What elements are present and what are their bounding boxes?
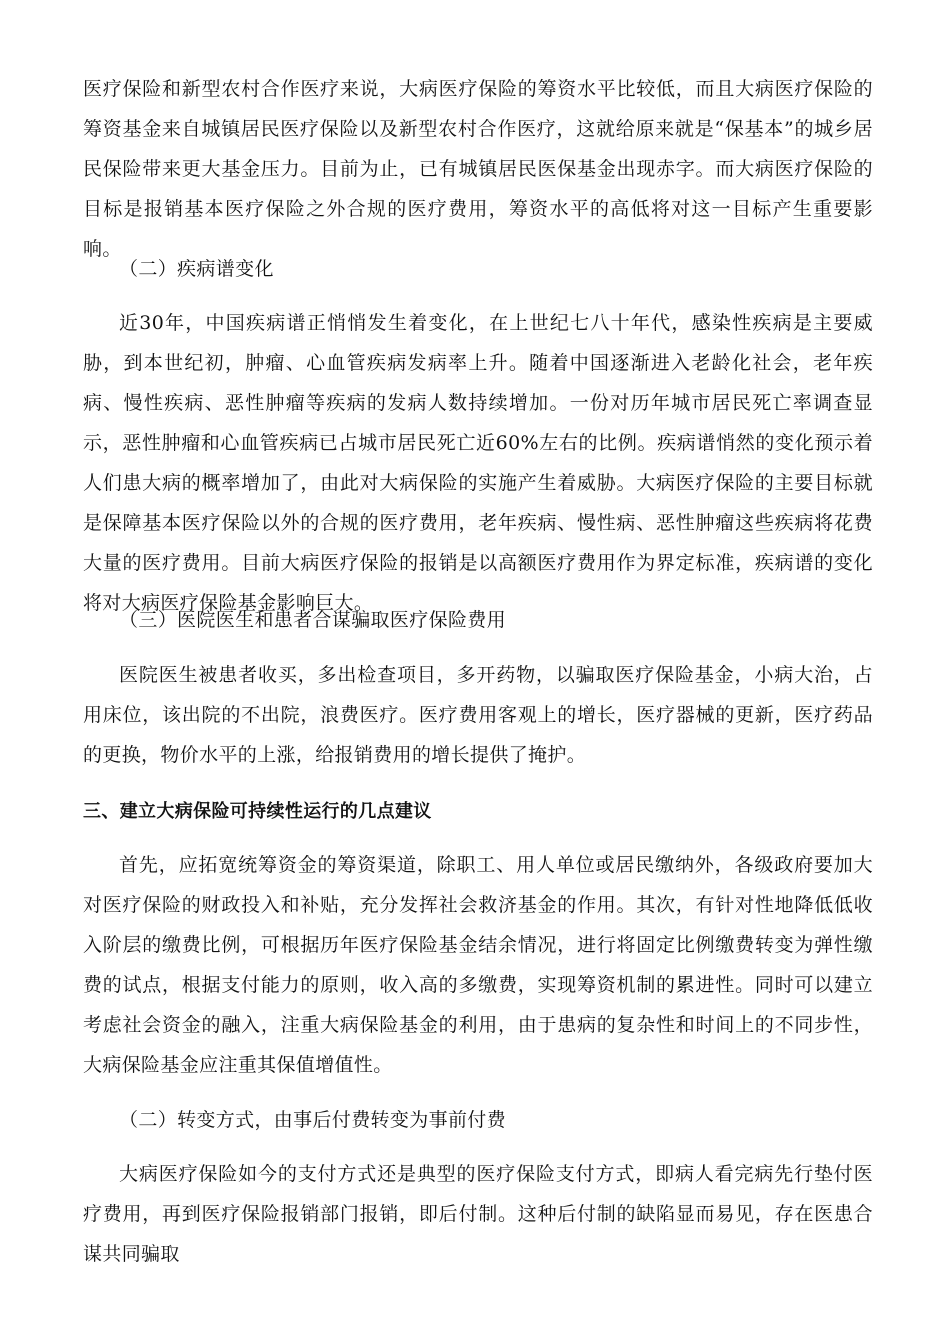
paragraph-first-suggestion: 首先，应拓宽统筹资金的筹资渠道，除职工、用人单位或居民缴纳外，各级政府要加大对医疗保险的财政投入和补贴，充分发挥社会救济基金的作用。其次，有针对性地降低低收入阶层的缴费比例，可根据历年医疗保险基金结余情况，进行将固定比例缴费转变为弹性缴费的试点，根据支付能力的原则，收入高的多缴费，实现筹资机制的累进性。同时可以建立考虑社会资金的融入，注重大病保险基金的利用，由于患病的复杂性和时间上的不同步性，大病保险基金应注重其保值增值性。 xyxy=(83,854,873,1076)
subheading-fraud: （三）医院医生和患者合谋骗取医疗保险费用 xyxy=(119,609,507,631)
paragraph-fraud: 医院医生被患者收买，多出检查项目，多开药物，以骗取医疗保险基金，小病大治，占用床位，该出院的不出院，浪费医疗。医疗费用客观上的增长，医疗器械的更新，医疗药品的更换，物价水平的上涨，给报销费用的增长提供了掩护。 xyxy=(83,664,873,766)
section-heading-suggestions: 三、建立大病保险可持续性运行的几点建议 xyxy=(83,801,432,822)
paragraph-funding-pressure: 医疗保险和新型农村合作医疗来说，大病医疗保险的筹资水平比较低，而且大病医疗保险的筹资基金来自城镇居民医疗保险以及新型农村合作医疗，这就给原来就是“保基本”的城乡居民保险带来更大基金压力。目前为止，已有城镇居民医保基金出现赤字。而大病医疗保险的目标是报销基本医疗保险之外合规的医疗费用，筹资水平的高低将对这一目标产生重要影响。 xyxy=(83,78,873,260)
paragraph-disease-spectrum: 近30年，中国疾病谱正悄悄发生着变化，在上世纪七八十年代，感染性疾病是主要威胁，到本世纪初，肿瘤、心血管疾病发病率上升。随着中国逐渐进入老龄化社会，老年疾病、慢性疾病、恶性肿瘤等疾病的发病人数持续增加。一份对历年城市居民死亡率调查显示，恶性肿瘤和心血管疾病已占城市居民死亡近60%左右的比例。疾病谱悄然的变化预示着人们患大病的概率增加了，由此对大病保险的实施产生着威胁。大病医疗保险的主要目标就是保障基本医疗保险以外的合规的医疗费用，老年疾病、慢性病、恶性肿瘤这些疾病将花费大量的医疗费用。目前大病医疗保险的报销是以高额医疗费用作为界定标准，疾病谱的变化将对大病医疗保险基金影响巨大。 xyxy=(83,312,873,614)
subheading-payment-method: （二）转变方式，由事后付费转变为事前付费 xyxy=(119,1109,507,1131)
subheading-disease-spectrum: （二）疾病谱变化 xyxy=(119,258,274,280)
paragraph-payment-method: 大病医疗保险如今的支付方式还是典型的医疗保险支付方式，即病人看完病先行垫付医疗费用，再到医疗保险报销部门报销，即后付制。这种后付制的缺陷显而易见，存在医患合谋共同骗取 xyxy=(83,1163,873,1265)
